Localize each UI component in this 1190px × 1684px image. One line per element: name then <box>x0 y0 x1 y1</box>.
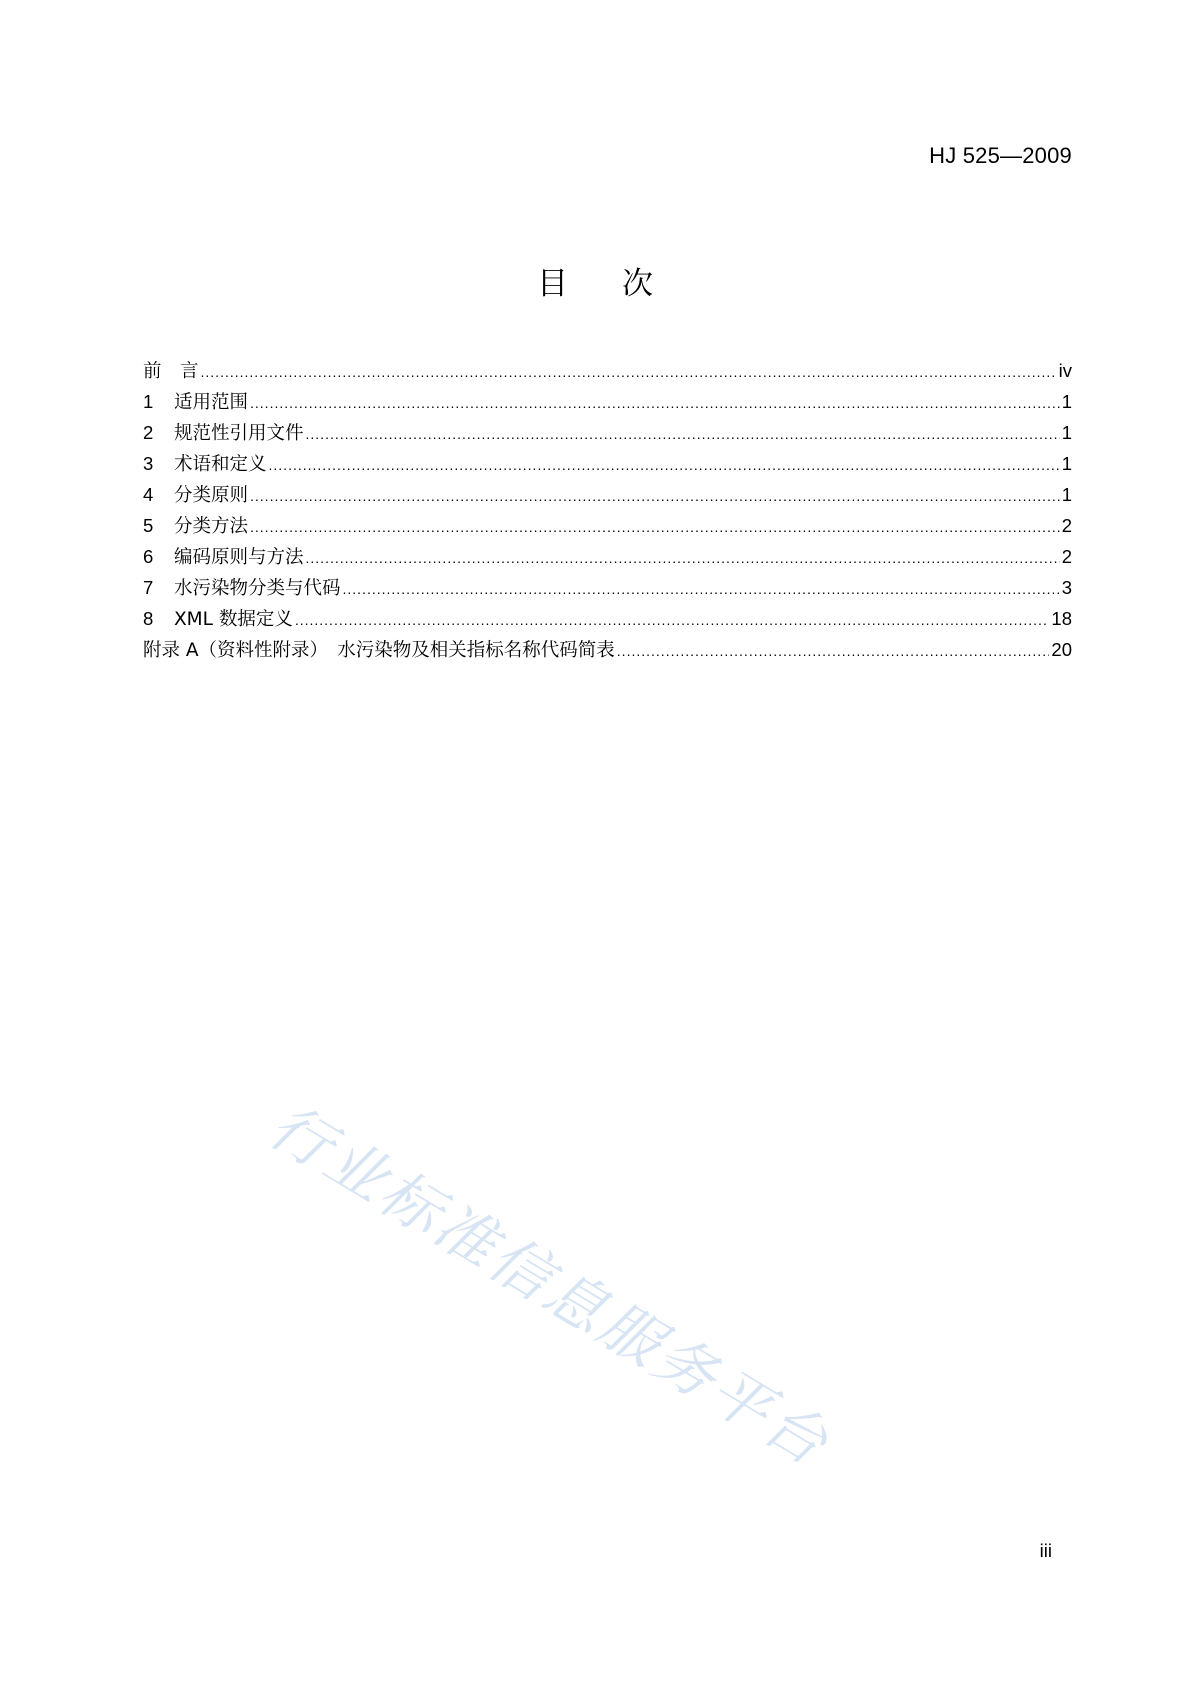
toc-leader-dots <box>306 543 1060 574</box>
toc-entry-7[interactable] <box>143 572 1072 603</box>
toc-entry-label: 编码原则与方法 <box>174 547 304 568</box>
toc-entry-number: 6 <box>143 546 154 567</box>
toc-title-part1: 目 <box>537 266 568 302</box>
document-code: HJ 525—2009 <box>929 143 1072 168</box>
toc-leader-dots <box>201 357 1057 388</box>
toc-entry-number: 5 <box>143 515 154 536</box>
table-of-contents <box>143 355 1072 665</box>
toc-entry-number: 1 <box>143 391 154 412</box>
toc-leader-dots <box>250 388 1060 419</box>
toc-entry-label: XML 数据定义 <box>174 609 293 630</box>
toc-entry-page: 20 <box>1051 639 1072 660</box>
toc-entry-label: 分类原则 <box>174 485 249 506</box>
toc-entry-number: 8 <box>143 608 154 629</box>
toc-title <box>0 258 1190 303</box>
toc-entry-label: 前 言 <box>143 361 199 382</box>
toc-entry-number: 3 <box>143 453 154 474</box>
toc-leader-dots <box>250 512 1060 543</box>
toc-entry-foreword[interactable] <box>143 355 1072 386</box>
toc-entry-page: 18 <box>1051 608 1072 629</box>
toc-entry-2[interactable] <box>143 417 1072 448</box>
toc-title-part2: 次 <box>622 266 653 302</box>
toc-entry-number: 2 <box>143 422 154 443</box>
toc-entry-page: 1 <box>1061 484 1072 505</box>
toc-entry-label: 适用范围 <box>174 392 249 413</box>
toc-entry-3[interactable] <box>143 448 1072 479</box>
toc-entry-8[interactable] <box>143 603 1072 634</box>
toc-entry-label: 分类方法 <box>174 516 249 537</box>
toc-entry-page: 2 <box>1061 546 1072 567</box>
toc-entry-page: iv <box>1058 360 1072 381</box>
toc-entry-page: 1 <box>1061 453 1072 474</box>
toc-entry-page: 2 <box>1061 515 1072 536</box>
toc-entry-page: 1 <box>1061 391 1072 412</box>
toc-entry-5[interactable] <box>143 510 1072 541</box>
toc-entry-label: 附录 A（资料性附录） 水污染物及相关指标名称代码简表 <box>143 640 615 661</box>
toc-entry-6[interactable] <box>143 541 1072 572</box>
watermark: 行业标准信息服务平台 <box>257 1091 842 1481</box>
toc-entry-4[interactable] <box>143 479 1072 510</box>
toc-leader-dots <box>250 481 1060 512</box>
toc-entry-number: 4 <box>143 484 154 505</box>
toc-leader-dots <box>343 574 1060 605</box>
toc-entry-label: 规范性引用文件 <box>174 423 304 444</box>
toc-leader-dots <box>295 605 1050 636</box>
toc-entry-page: 1 <box>1061 422 1072 443</box>
toc-leader-dots <box>306 419 1060 450</box>
toc-entry-appendix-a[interactable] <box>143 634 1072 665</box>
toc-entry-page: 3 <box>1061 577 1072 598</box>
page-number: iii <box>1039 1540 1052 1561</box>
toc-entry-number: 7 <box>143 577 154 598</box>
toc-leader-dots <box>269 450 1060 481</box>
toc-entry-1[interactable] <box>143 386 1072 417</box>
toc-leader-dots <box>617 636 1050 667</box>
toc-entry-label: 水污染物分类与代码 <box>174 578 341 599</box>
toc-entry-label: 术语和定义 <box>174 454 267 475</box>
